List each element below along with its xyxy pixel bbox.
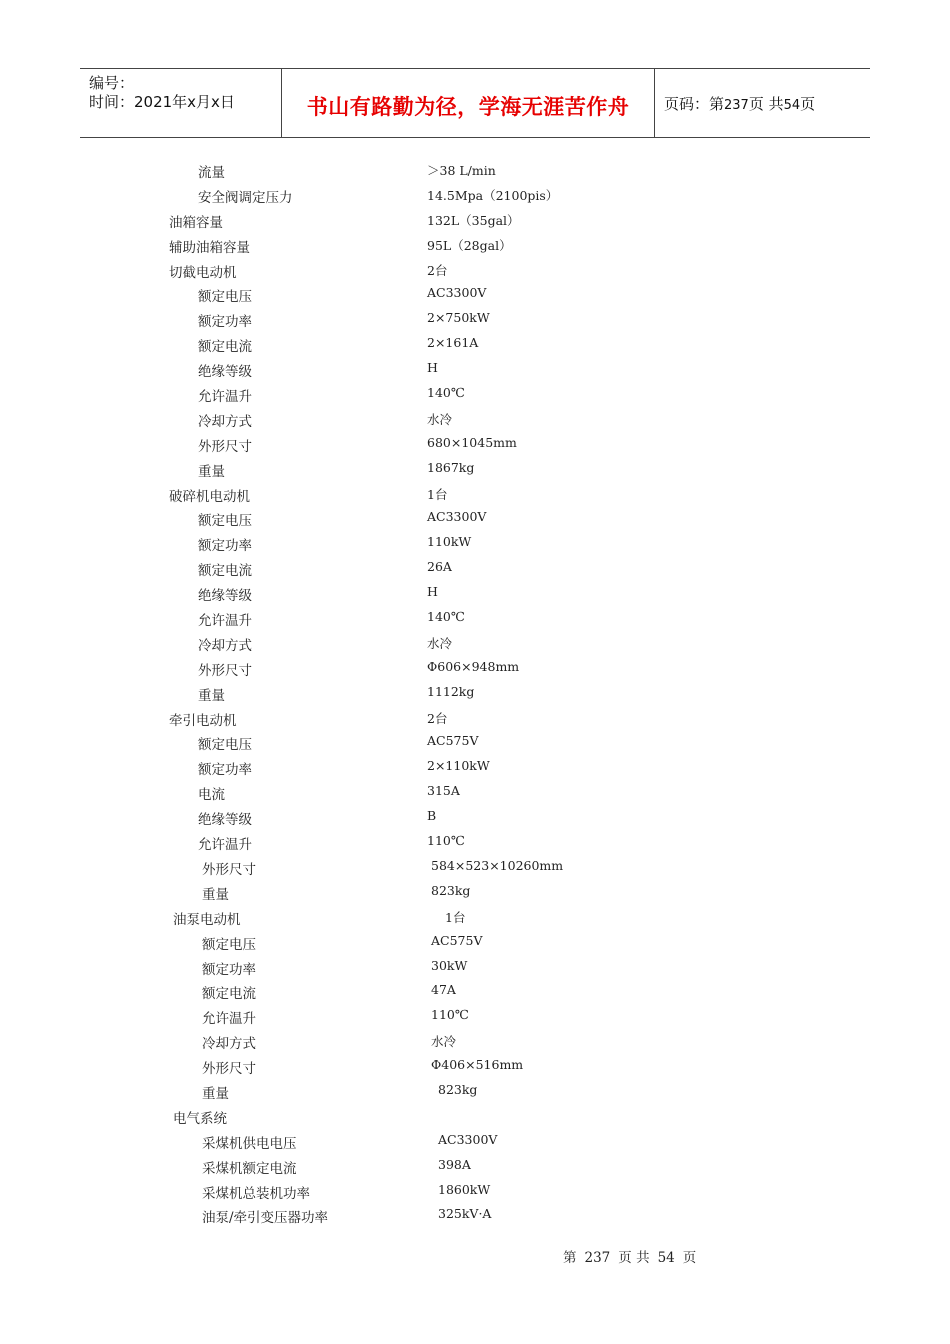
spec-label: 油泵电动机	[173, 911, 241, 928]
spec-value: 2台	[427, 710, 448, 726]
page-mid: 页 共	[748, 95, 784, 113]
footer-total: 54	[657, 1250, 675, 1266]
spec-label: 采煤机总装机功率	[202, 1185, 310, 1202]
spec-label: 重量	[202, 886, 229, 903]
spec-value: Φ606×948mm	[427, 658, 520, 674]
spec-row	[0, 159, 950, 184]
spec-value: 2×110kW	[427, 758, 490, 774]
spec-value: 132L（35gal）	[427, 212, 520, 228]
spec-value: H	[427, 584, 438, 600]
spec-value: AC3300V	[438, 1131, 498, 1147]
header-motto: 书山有路勤为径，学海无涯苦作舟	[306, 95, 630, 119]
spec-label: 采煤机供电电压	[202, 1135, 297, 1152]
spec-label: 牵引电动机	[169, 712, 237, 729]
header-page-number	[664, 93, 815, 114]
spec-label: 额定功率	[202, 961, 256, 978]
spec-label: 油泵/牵引变压器功率	[202, 1210, 329, 1227]
spec-label: 采煤机额定电流	[202, 1160, 297, 1177]
spec-label: 重量	[202, 1085, 229, 1102]
spec-row	[0, 433, 950, 458]
spec-label: 外形尺寸	[198, 662, 252, 679]
spec-value: AC575V	[431, 932, 483, 948]
spec-value: 315A	[427, 783, 460, 799]
spec-value: 823kg	[438, 1081, 478, 1097]
document-time-label: 时间：2021年x月x日	[89, 93, 235, 111]
spec-label: 额定功率	[198, 762, 252, 779]
spec-row	[0, 557, 950, 582]
header-page-cell	[655, 69, 870, 137]
spec-label: 外形尺寸	[202, 1061, 256, 1078]
spec-label: 重量	[198, 687, 225, 704]
spec-value: 110℃	[431, 1007, 469, 1023]
footer-suffix: 页	[682, 1250, 697, 1266]
spec-value: 140℃	[427, 385, 465, 401]
header-motto-cell	[282, 69, 655, 137]
spec-label: 油箱容量	[169, 214, 223, 231]
spec-row	[0, 209, 950, 234]
spec-row	[0, 632, 950, 657]
spec-value: ＞38 L/min	[427, 163, 496, 178]
spec-row	[0, 881, 950, 906]
spec-label: 额定电压	[202, 936, 256, 953]
spec-label: 额定功率	[198, 538, 252, 555]
spec-row	[0, 781, 950, 806]
spec-value: 1台	[445, 909, 466, 925]
spec-row	[0, 607, 950, 632]
spec-value: 680×1045mm	[427, 434, 517, 450]
spec-label: 安全阀调定压力	[198, 189, 293, 206]
spec-row	[0, 1055, 950, 1080]
spec-value: 110℃	[427, 833, 465, 849]
spec-label: 电流	[198, 787, 225, 804]
document-number-label: 编号：	[89, 74, 135, 92]
spec-value: 140℃	[427, 609, 465, 625]
spec-row	[0, 1005, 950, 1030]
spec-value: 30kW	[431, 957, 468, 973]
spec-row	[0, 980, 950, 1005]
spec-row	[0, 184, 950, 209]
spec-list	[0, 159, 950, 1229]
spec-row	[0, 806, 950, 831]
spec-label: 重量	[198, 463, 225, 480]
spec-label: 额定功率	[198, 314, 252, 331]
spec-value: 584×523×10260mm	[431, 857, 564, 873]
spec-label: 绝缘等级	[198, 364, 252, 381]
spec-row	[0, 1030, 950, 1055]
spec-row	[0, 259, 950, 284]
spec-value: Φ406×516mm	[431, 1057, 524, 1073]
footer-page-number	[563, 1246, 696, 1266]
spec-label: 允许温升	[202, 1011, 256, 1028]
spec-value: 2×161A	[427, 335, 479, 351]
spec-row	[0, 234, 950, 259]
spec-row	[0, 657, 950, 682]
footer-mid: 页 共	[618, 1250, 650, 1266]
spec-row	[0, 507, 950, 532]
spec-value: AC575V	[427, 733, 479, 749]
spec-value: H	[427, 360, 438, 376]
spec-label: 冷却方式	[198, 413, 252, 430]
spec-label: 流量	[198, 165, 225, 181]
spec-value: 47A	[431, 982, 456, 998]
spec-label: 电气系统	[173, 1110, 227, 1127]
spec-row	[0, 283, 950, 308]
spec-label: 允许温升	[198, 389, 252, 406]
spec-row	[0, 383, 950, 408]
spec-label: 外形尺寸	[198, 438, 252, 455]
spec-value: 1867kg	[427, 459, 475, 475]
spec-value: 1台	[427, 486, 448, 502]
footer-current: 237	[584, 1250, 611, 1266]
spec-value: 110kW	[427, 534, 472, 550]
page-prefix: 页码：第	[664, 95, 725, 113]
spec-label: 额定电流	[198, 339, 252, 356]
spec-value: 1860kW	[438, 1181, 491, 1197]
spec-label: 允许温升	[198, 613, 252, 630]
spec-row	[0, 1105, 950, 1130]
spec-value: 1112kg	[427, 683, 475, 699]
spec-value: 95L（28gal）	[427, 237, 512, 253]
spec-row	[0, 1204, 950, 1229]
spec-value: 325kV·A	[438, 1206, 492, 1222]
footer-prefix: 第	[563, 1250, 577, 1266]
spec-label: 额定电压	[198, 737, 252, 754]
spec-value: AC3300V	[427, 285, 487, 301]
spec-row	[0, 1080, 950, 1105]
spec-row	[0, 1155, 950, 1180]
spec-value: B	[427, 808, 437, 824]
spec-label: 外形尺寸	[202, 861, 256, 878]
spec-label: 额定电压	[198, 289, 252, 306]
page-current: 237	[724, 98, 749, 113]
spec-row	[0, 308, 950, 333]
spec-row	[0, 756, 950, 781]
spec-value: AC3300V	[427, 509, 487, 525]
spec-label: 额定电压	[198, 513, 252, 530]
spec-row	[0, 1180, 950, 1205]
spec-row	[0, 731, 950, 756]
spec-label: 冷却方式	[202, 1036, 256, 1053]
spec-label: 绝缘等级	[198, 588, 252, 605]
spec-label: 冷却方式	[198, 637, 252, 654]
spec-label: 破碎机电动机	[169, 488, 250, 505]
spec-row	[0, 931, 950, 956]
spec-row	[0, 358, 950, 383]
spec-row	[0, 906, 950, 931]
page-suffix: 页	[800, 95, 816, 113]
spec-label: 绝缘等级	[198, 812, 252, 829]
page-header	[80, 68, 870, 138]
spec-row	[0, 582, 950, 607]
page-total: 54	[783, 98, 801, 113]
spec-row	[0, 856, 950, 881]
spec-value: 2×750kW	[427, 310, 490, 326]
spec-row	[0, 682, 950, 707]
header-meta-cell	[80, 69, 282, 137]
spec-row	[0, 707, 950, 732]
spec-value: 水冷	[427, 635, 453, 651]
spec-row	[0, 831, 950, 856]
spec-row	[0, 458, 950, 483]
spec-row	[0, 483, 950, 508]
spec-value: 2台	[427, 262, 448, 278]
spec-label: 切截电动机	[169, 264, 237, 281]
spec-label: 额定电流	[198, 563, 252, 580]
spec-value: 水冷	[427, 411, 453, 427]
spec-value: 14.5Mpa（2100pis）	[427, 187, 559, 203]
spec-label: 允许温升	[198, 837, 252, 854]
spec-value: 823kg	[431, 882, 471, 898]
spec-value: 水冷	[431, 1034, 457, 1050]
spec-label: 额定电流	[202, 986, 256, 1003]
spec-value: 26A	[427, 559, 452, 575]
spec-label: 辅助油箱容量	[169, 239, 250, 256]
spec-row	[0, 408, 950, 433]
spec-value: 398A	[438, 1156, 471, 1172]
spec-row	[0, 532, 950, 557]
spec-row	[0, 1130, 950, 1155]
spec-row	[0, 333, 950, 358]
spec-row	[0, 956, 950, 981]
